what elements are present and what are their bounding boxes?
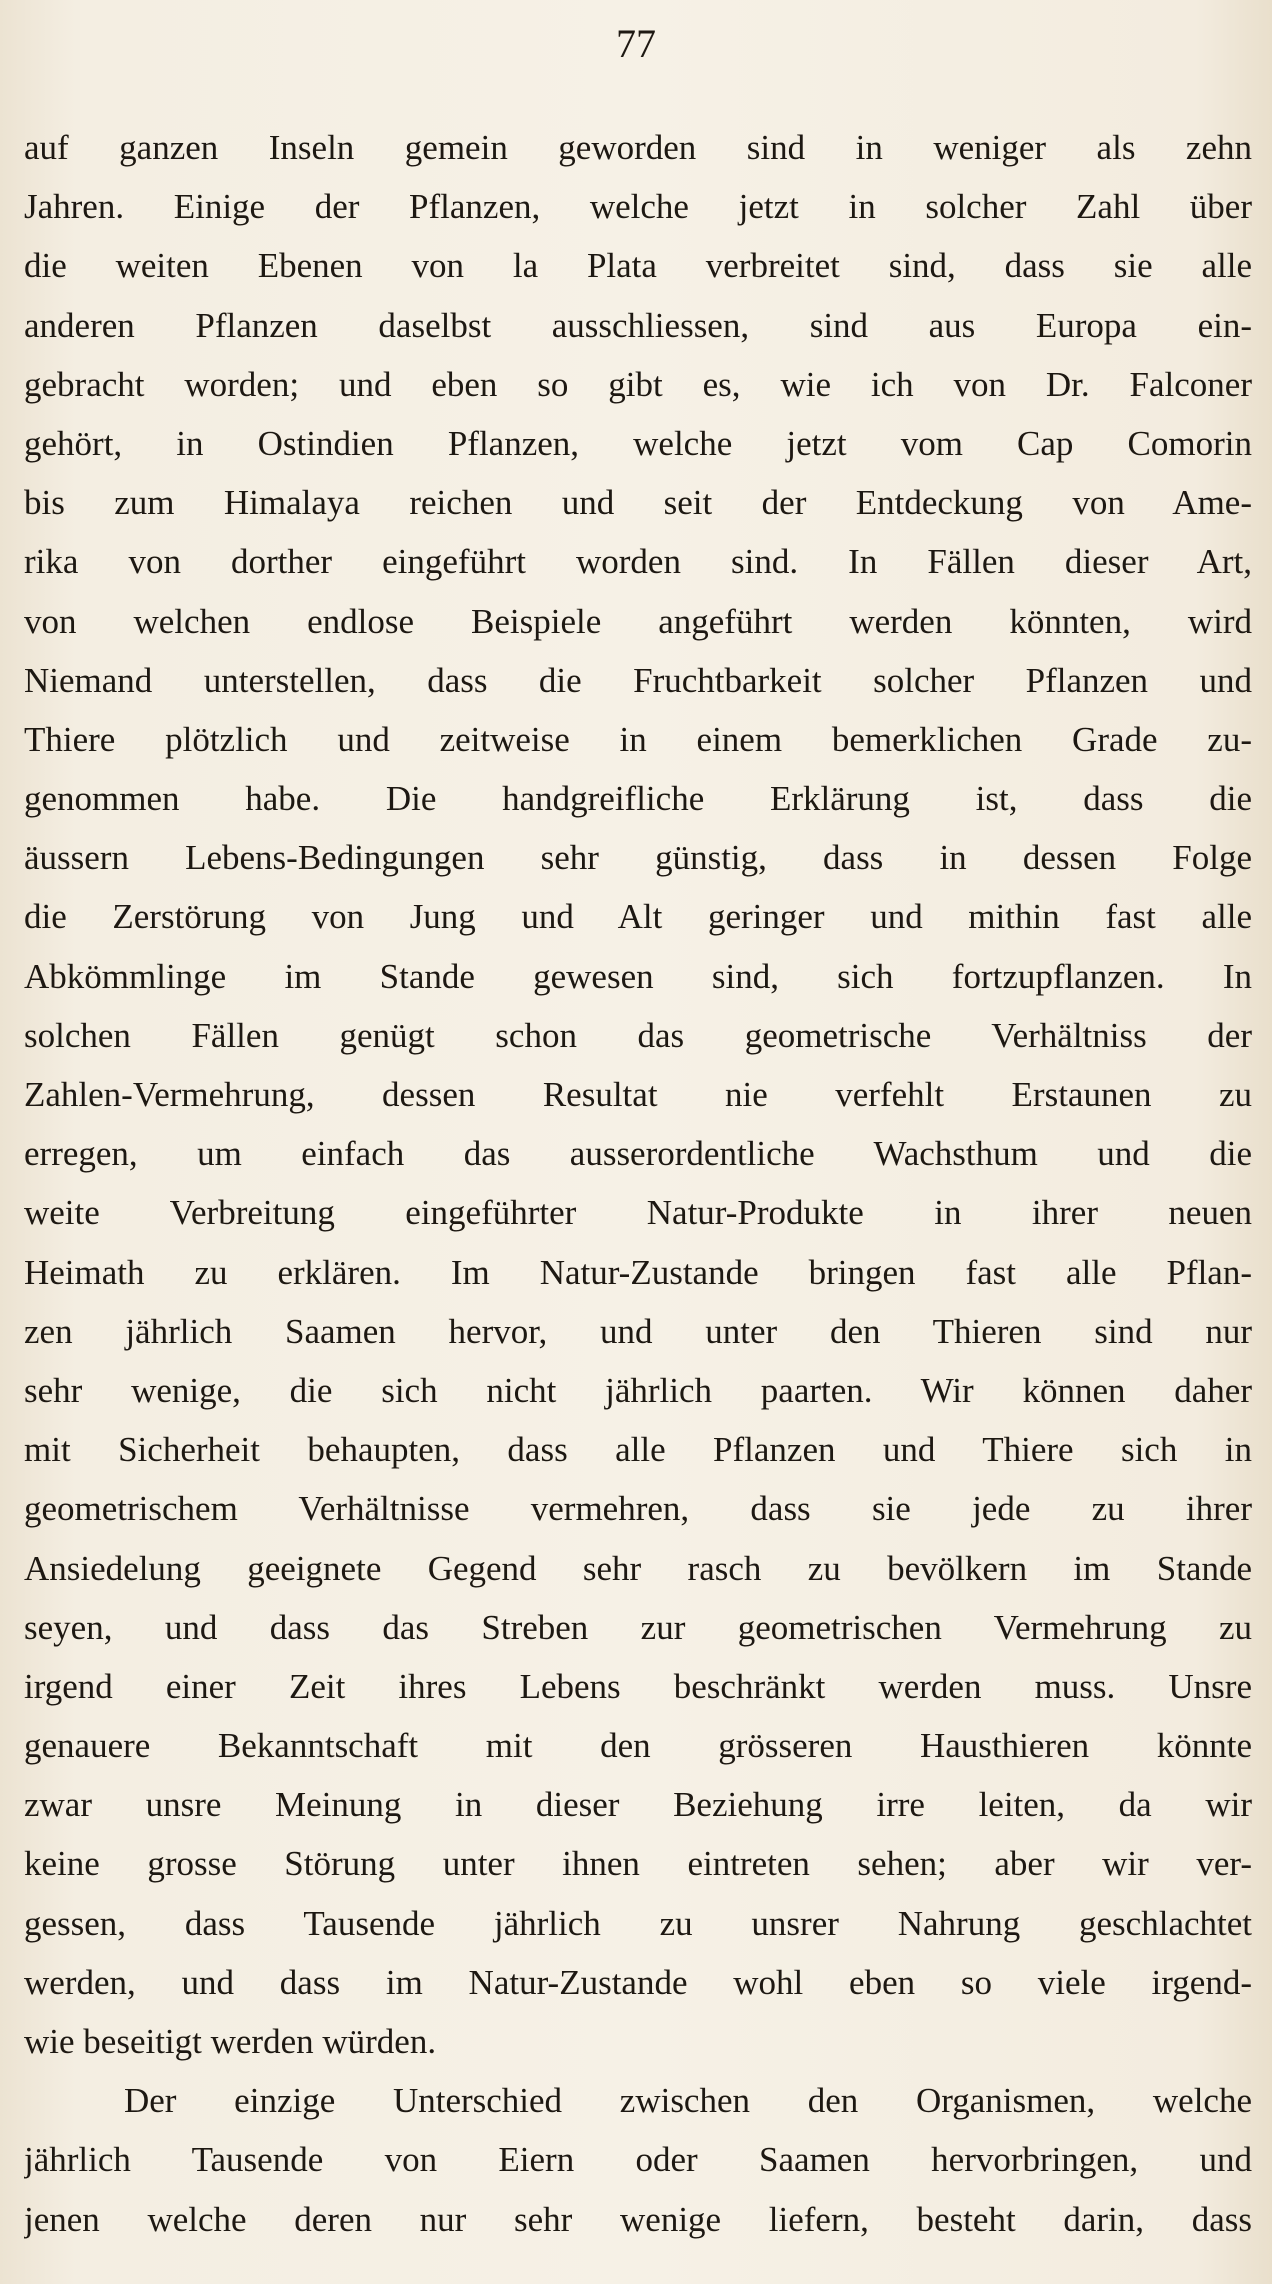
text-line: weite Verbreitung eingeführter Natur-Produkte in ihrer neuen [24,1193,1252,1233]
text-line: Jahren. Einige der Pflanzen, welche jetzt in solcher Zahl über [24,187,1252,227]
text-line: genauere Bekanntschaft mit den grösseren Hausthieren könnte [24,1726,1252,1766]
text-line: Zahlen-Vermehrung, dessen Resultat nie verfehlt Erstaunen zu [24,1075,1252,1114]
text-line: erregen, um einfach das ausserordentliche Wachsthum und die [24,1134,1252,1174]
text-line: auf ganzen Inseln gemein geworden sind in weniger als zehn [24,128,1252,167]
text-line: geometrischem Verhältnisse vermehren, dass sie jede zu ihrer [24,1489,1252,1529]
paragraph-1 [24,118,1252,2071]
page-number: 77 [616,21,656,66]
text-line: bis zum Himalaya reichen und seit der Entdeckung von Ame- [24,483,1252,523]
text-line: Der einzige Unterschied zwischen den Organismen, welche [124,2081,1252,2121]
text-line: zwar unsre Meinung in dieser Beziehung irre leiten, da wir [24,1785,1252,1825]
text-line: rika von dorther eingeführt worden sind. In Fällen dieser Art, [24,542,1252,582]
paragraph-2 [24,2071,1252,2249]
text-line: Thiere plötzlich und zeitweise in einem bemerklichen Grade zu- [24,719,1252,759]
text-line: die Zerstörung von Jung und Alt geringer und mithin fast alle [24,897,1252,937]
text-line: gebracht worden; und eben so gibt es, wie ich von Dr. Falconer [24,364,1252,404]
text-line: jährlich Tausende von Eiern oder Saamen hervorbringen, und [24,2140,1252,2180]
text-line: solchen Fällen genügt schon das geometrische Verhältniss der [24,1015,1252,1055]
text-line: die weiten Ebenen von la Plata verbreitet sind, dass sie alle [24,246,1252,286]
text-line: äussern Lebens-Bedingungen sehr günstig, dass in dessen Folge [24,838,1252,878]
body-text [24,118,1252,2249]
text-line: anderen Pflanzen daselbst ausschliessen, sind aus Europa ein- [24,305,1252,345]
text-line: keine grosse Störung unter ihnen eintreten sehen; aber wir ver- [24,1844,1252,1884]
text-line: Niemand unterstellen, dass die Fruchtbarkeit solcher Pflanzen und [24,660,1252,700]
text-line: irgend einer Zeit ihres Lebens beschränkt werden muss. Unsre [24,1666,1252,1706]
text-line: zen jährlich Saamen hervor, und unter den Thieren sind nur [24,1311,1252,1351]
text-line: Ansiedelung geeignete Gegend sehr rasch zu bevölkern im Stande [24,1548,1252,1588]
text-line: von welchen endlose Beispiele angeführt werden könnten, wird [24,601,1252,641]
text-line: werden, und dass im Natur-Zustande wohl eben so viele irgend- [24,1962,1252,2002]
text-line: genommen habe. Die handgreifliche Erklärung ist, dass die [24,779,1252,819]
text-line: gehört, in Ostindien Pflanzen, welche jetzt vom Cap Comorin [24,423,1252,463]
text-line: gessen, dass Tausende jährlich zu unsrer Nahrung geschlachtet [24,1903,1252,1943]
text-line: Abkömmlinge im Stande gewesen sind, sich fortzupflanzen. In [24,956,1252,996]
text-line: sehr wenige, die sich nicht jährlich paarten. Wir können daher [24,1370,1252,1410]
text-line: wie beseitigt werden würden. [24,2022,437,2061]
text-line: seyen, und dass das Streben zur geometrischen Vermehrung zu [24,1607,1252,1647]
text-line: jenen welche deren nur sehr wenige liefern, besteht darin, dass [24,2199,1252,2239]
text-line: Heimath zu erklären. Im Natur-Zustande bringen fast alle Pflan- [24,1252,1252,1292]
text-line: mit Sicherheit behaupten, dass alle Pflanzen und Thiere sich in [24,1430,1252,1470]
